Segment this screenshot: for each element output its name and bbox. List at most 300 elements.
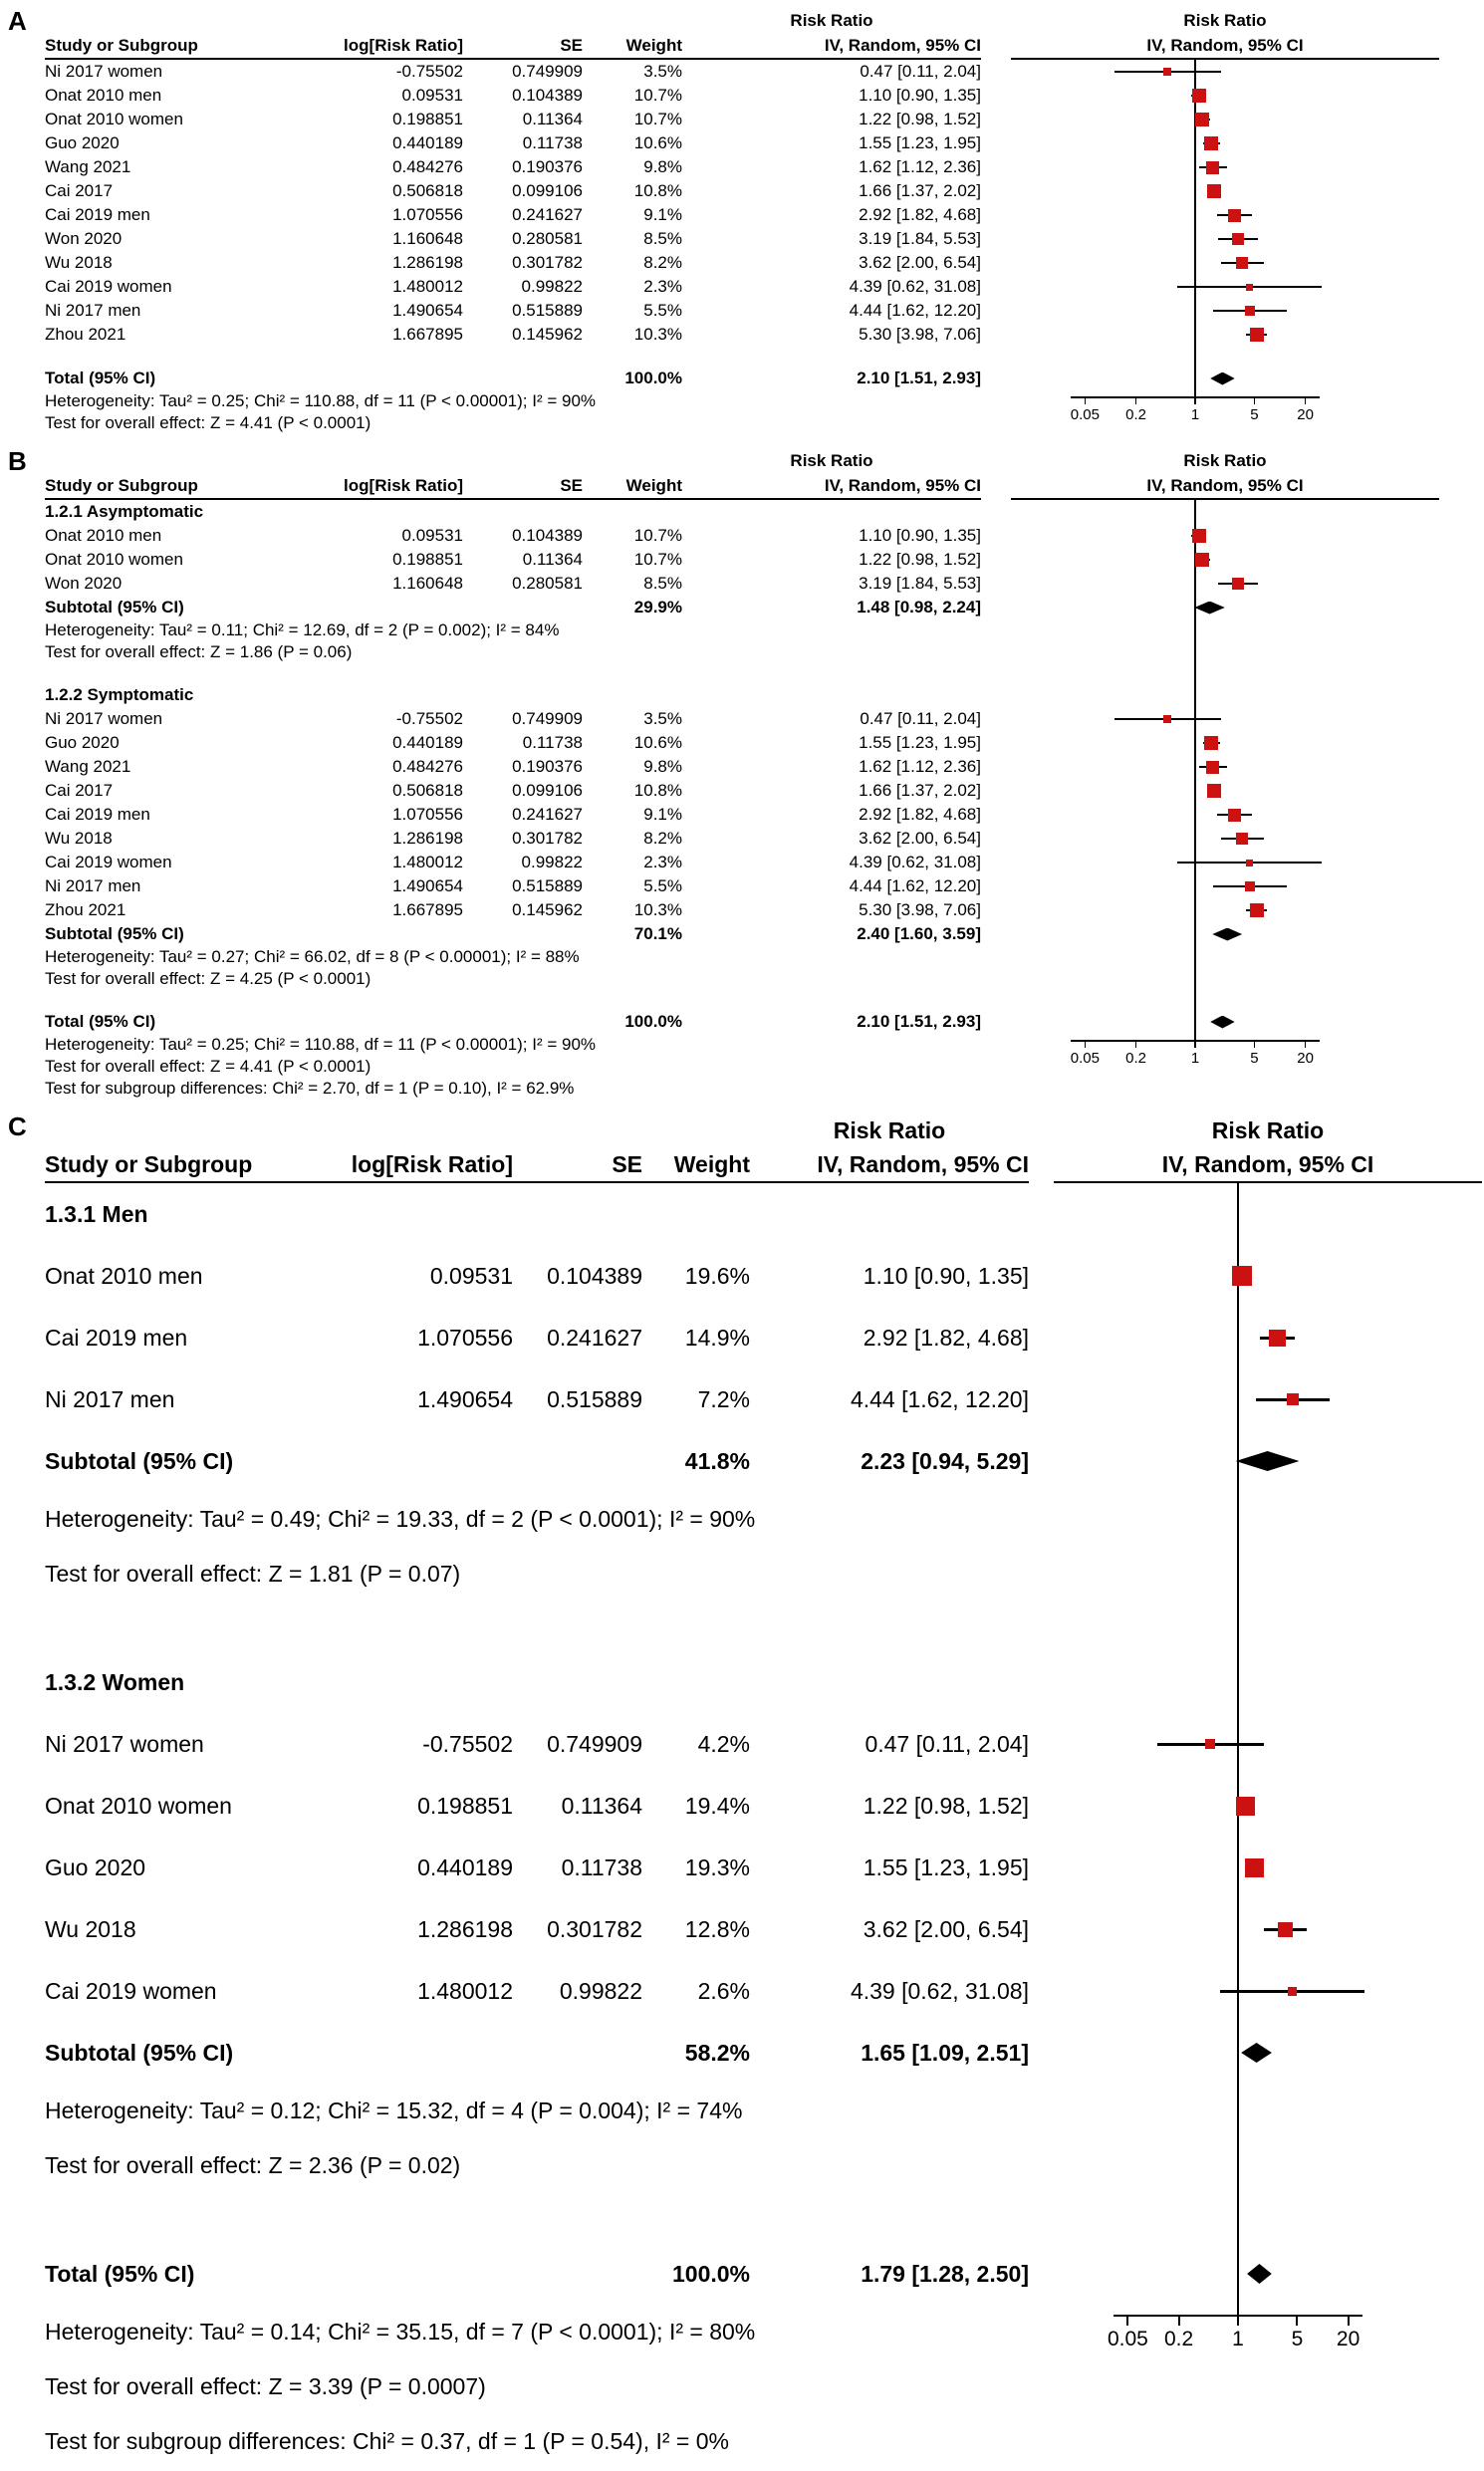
vertical-reference-line [1237, 2138, 1239, 2193]
se-value: 0.11364 [561, 1792, 642, 1819]
study-name: Onat 2010 men [45, 526, 162, 545]
weight-value: 2.3% [643, 853, 682, 871]
risk-ratio-marker [1236, 833, 1248, 845]
ci-text: 4.44 [1.62, 12.20] [849, 876, 981, 895]
vertical-reference-line [1237, 2243, 1239, 2305]
panel-a [0, 8, 1484, 434]
weight-value: 19.4% [684, 1792, 750, 1819]
study-row [45, 524, 1484, 548]
overall-effect-note: Test for overall effect: Z = 3.39 (P = 0.0007) [45, 2373, 486, 2399]
ci-text: 4.39 [0.62, 31.08] [849, 853, 981, 871]
header-underline [45, 1181, 1029, 1183]
risk-ratio-marker [1163, 715, 1171, 723]
log-risk-ratio-value: 1.070556 [392, 805, 463, 824]
se-value: 0.104389 [512, 86, 583, 105]
plot-cell [1011, 1010, 1439, 1034]
study-name: Ni 2017 women [45, 1730, 204, 1757]
column-header-log-rr: log[Risk Ratio] [344, 475, 463, 495]
panel-b [0, 448, 1484, 1100]
spacer-row [45, 347, 1484, 367]
risk-ratio-marker [1228, 809, 1241, 822]
se-value: 0.515889 [547, 1385, 642, 1412]
ci-text: 0.47 [0.11, 2.04] [865, 1730, 1029, 1757]
weight-value: 9.8% [643, 157, 682, 176]
study-name: Cai 2019 men [45, 805, 150, 824]
plot-cell [1011, 155, 1439, 179]
plot-cell [1054, 1837, 1482, 1898]
ci-text: 1.62 [1.12, 2.36] [859, 757, 981, 776]
panel-c [0, 1113, 1484, 2469]
pooled-diamond [1210, 372, 1234, 385]
plot-cell [1054, 1183, 1482, 1245]
weight-value: 10.7% [633, 550, 682, 569]
vertical-reference-line [1194, 827, 1196, 851]
vertical-reference-line [1194, 779, 1196, 803]
column-header-plot: IV, Random, 95% CI [1146, 475, 1304, 495]
risk-ratio-marker [1245, 881, 1255, 891]
footnotes-block [45, 390, 981, 434]
subtotal-weight: 70.1% [633, 924, 682, 943]
risk-ratio-marker [1236, 257, 1248, 269]
effect-measure-label: Risk Ratio [833, 1116, 946, 1143]
vertical-reference-line [1194, 299, 1196, 323]
log-risk-ratio-value: -0.75502 [395, 62, 463, 81]
se-value: 0.11738 [522, 133, 583, 152]
plot-cell [1054, 1245, 1482, 1307]
study-name: Wang 2021 [45, 757, 131, 776]
vertical-reference-line [1194, 367, 1196, 390]
risk-ratio-marker [1245, 306, 1255, 316]
se-value: 0.99822 [521, 853, 583, 871]
study-row [45, 731, 1484, 755]
column-header-weight: Weight [673, 1150, 750, 1177]
pooled-diamond [1194, 602, 1225, 615]
footnotes-block [45, 2305, 1029, 2469]
vertical-reference-line [1194, 641, 1196, 663]
study-row [45, 779, 1484, 803]
plot-cell [1011, 874, 1439, 898]
subtotal-weight: 41.8% [684, 1447, 750, 1474]
axis-tick-label: 20 [1297, 1050, 1314, 1067]
log-risk-ratio-value: 0.440189 [392, 733, 463, 752]
vertical-reference-line [1194, 968, 1196, 990]
study-name: Ni 2017 men [45, 1385, 175, 1412]
weight-value: 9.1% [643, 805, 682, 824]
overall-effect-note-row [45, 641, 1484, 663]
weight-value: 10.3% [633, 325, 682, 344]
axis-tick-label: 20 [1336, 2328, 1360, 2350]
plot-cell [1054, 1602, 1482, 1651]
total-weight: 100.0% [671, 2260, 750, 2287]
se-value: 0.280581 [512, 574, 583, 593]
ci-text: 5.30 [3.98, 7.06] [859, 900, 981, 919]
risk-ratio-marker [1163, 68, 1171, 76]
log-risk-ratio-value: 0.198851 [392, 550, 463, 569]
vertical-reference-line [1194, 990, 1196, 1010]
axis-tick-label: 0.2 [1125, 1050, 1146, 1067]
column-header-study: Study or Subgroup [45, 475, 198, 495]
panel-label: A [8, 6, 27, 36]
plot-cell [1011, 390, 1439, 434]
log-risk-ratio-value: 1.160648 [392, 574, 463, 593]
column-header-log-rr: log[Risk Ratio] [344, 35, 463, 55]
study-row [45, 155, 1484, 179]
study-name: Zhou 2021 [45, 325, 126, 344]
column-header-ci: IV, Random, 95% CI [817, 1150, 1029, 1177]
vertical-reference-line [1237, 1368, 1239, 1430]
ci-text: 1.66 [1.37, 2.02] [859, 781, 981, 800]
ci-text: 1.62 [1.12, 2.36] [859, 157, 981, 176]
axis-tick-label: 20 [1297, 406, 1314, 423]
heterogeneity-note: Heterogeneity: Tau² = 0.25; Chi² = 110.88, df = 11 (P < 0.00001); I² = 90% [45, 1035, 597, 1054]
study-row [45, 251, 1484, 275]
weight-value: 5.5% [643, 301, 682, 320]
subgroup-title: 1.2.2 Symptomatic [45, 685, 194, 704]
vertical-reference-line [1194, 323, 1196, 347]
subgroup-title: 1.3.2 Women [45, 1668, 185, 1695]
weight-value: 8.5% [643, 574, 682, 593]
se-value: 0.749909 [512, 62, 583, 81]
column-header-plot: IV, Random, 95% CI [1146, 35, 1304, 55]
total-row [45, 2243, 1484, 2305]
column-header-row [45, 1147, 1484, 1181]
study-name: Ni 2017 women [45, 62, 163, 81]
column-header-study: Study or Subgroup [45, 35, 198, 55]
log-risk-ratio-value: 1.480012 [392, 853, 463, 871]
overall-effect-note-row [45, 2138, 1484, 2193]
subgroup-header-row [45, 683, 1484, 707]
vertical-reference-line [1194, 755, 1196, 779]
effect-header-row [45, 1113, 1484, 1147]
total-label: Total (95% CI) [45, 1012, 156, 1031]
log-risk-ratio-value: 0.440189 [417, 1853, 513, 1880]
plot-cell [1011, 619, 1439, 641]
effect-measure-label: Risk Ratio [790, 10, 873, 30]
vertical-reference-line [1194, 131, 1196, 155]
spacer-row [45, 2193, 1484, 2243]
se-value: 0.145962 [512, 900, 583, 919]
plot-cell [1011, 548, 1439, 572]
log-risk-ratio-value: 0.09531 [401, 86, 463, 105]
weight-value: 10.8% [633, 781, 682, 800]
plot-cell [1011, 299, 1439, 323]
log-risk-ratio-value: 1.480012 [392, 277, 463, 296]
log-risk-ratio-value: -0.75502 [422, 1730, 513, 1757]
plot-cell [1054, 2022, 1482, 2084]
axis-tick-label: 0.2 [1125, 406, 1146, 423]
se-value: 0.301782 [512, 829, 583, 848]
study-row [45, 803, 1484, 827]
study-name: Cai 2019 men [45, 1324, 188, 1351]
se-value: 0.241627 [512, 205, 583, 224]
vertical-reference-line [1194, 572, 1196, 596]
risk-ratio-marker [1207, 784, 1221, 798]
vertical-reference-line [1237, 2305, 1239, 2315]
study-row [45, 1245, 1484, 1307]
overall-effect-note: Test for overall effect: Z = 4.41 (P < 0.0001) [45, 1057, 371, 1076]
study-name: Wu 2018 [45, 253, 113, 272]
axis-tick-label: 0.05 [1070, 1050, 1100, 1067]
plot-cell [1011, 922, 1439, 946]
plot-cell [1011, 755, 1439, 779]
overall-effect-note: Test for overall effect: Z = 1.86 (P = 0.06) [45, 642, 353, 661]
pooled-diamond [1247, 2264, 1272, 2284]
plot-cell [1011, 731, 1439, 755]
vertical-reference-line [1237, 1837, 1239, 1898]
study-row [45, 874, 1484, 898]
se-value: 0.11738 [561, 1853, 642, 1880]
subgroup-header-row [45, 500, 1484, 524]
risk-ratio-marker [1288, 1987, 1297, 1996]
weight-value: 14.9% [684, 1324, 750, 1351]
weight-value: 5.5% [643, 876, 682, 895]
study-row [45, 755, 1484, 779]
overall-effect-note-row [45, 968, 1484, 990]
ci-text: 1.55 [1.23, 1.95] [859, 133, 981, 152]
axis-tick [1296, 2315, 1298, 2326]
vertical-reference-line [1194, 179, 1196, 203]
plot-cell [1011, 108, 1439, 131]
vertical-reference-line [1194, 946, 1196, 968]
plot-cell [1011, 990, 1439, 1010]
risk-ratio-marker [1232, 578, 1244, 590]
study-row [45, 299, 1484, 323]
weight-value: 8.2% [643, 253, 682, 272]
footer-row [45, 1034, 1484, 1100]
plot-cell [1054, 2193, 1482, 2243]
panel-label: B [8, 446, 27, 476]
se-value: 0.104389 [547, 1262, 642, 1289]
risk-ratio-marker [1204, 736, 1218, 750]
subtotal-ci-text: 1.48 [0.98, 2.24] [857, 598, 981, 617]
subtotal-row [45, 596, 1484, 619]
ci-text: 1.55 [1.23, 1.95] [863, 1853, 1029, 1880]
ci-text: 1.10 [0.90, 1.35] [859, 526, 981, 545]
subtotal-row [45, 2022, 1484, 2084]
risk-ratio-marker [1207, 184, 1221, 198]
study-name: Cai 2019 women [45, 1977, 217, 2004]
weight-value: 10.7% [633, 110, 682, 128]
weight-value: 3.5% [643, 709, 682, 728]
se-value: 0.749909 [512, 709, 583, 728]
axis-tick [1237, 2315, 1239, 2326]
vertical-reference-line [1237, 1307, 1239, 1368]
study-row [45, 1307, 1484, 1368]
ci-text: 3.62 [2.00, 6.54] [859, 253, 981, 272]
weight-value: 10.7% [633, 526, 682, 545]
header-underline [45, 498, 981, 500]
plot-cell [1011, 707, 1439, 731]
weight-value: 10.3% [633, 900, 682, 919]
log-risk-ratio-value: 1.286198 [417, 1915, 513, 1942]
log-risk-ratio-value: 1.480012 [417, 1977, 513, 2004]
se-value: 0.099106 [512, 181, 583, 200]
vertical-reference-line [1194, 619, 1196, 641]
vertical-reference-line [1237, 1183, 1239, 1245]
study-name: Wu 2018 [45, 1915, 136, 1942]
risk-ratio-marker [1195, 553, 1209, 567]
log-risk-ratio-value: 0.484276 [392, 757, 463, 776]
plot-cell [1011, 524, 1439, 548]
study-name: Zhou 2021 [45, 900, 126, 919]
pooled-diamond [1241, 2043, 1272, 2063]
weight-value: 10.7% [633, 86, 682, 105]
risk-ratio-marker [1192, 529, 1206, 543]
column-header-study: Study or Subgroup [45, 1150, 253, 1177]
se-value: 0.190376 [512, 757, 583, 776]
axis-tick-label: 0.05 [1107, 2328, 1148, 2350]
column-header-se: SE [612, 1150, 642, 1177]
weight-value: 8.5% [643, 229, 682, 248]
study-row [45, 1368, 1484, 1430]
study-name: Onat 2010 men [45, 86, 162, 105]
total-row [45, 1010, 1484, 1034]
study-row [45, 131, 1484, 155]
log-risk-ratio-value: 1.070556 [392, 205, 463, 224]
se-value: 0.241627 [512, 805, 583, 824]
total-weight: 100.0% [624, 369, 682, 387]
overall-effect-note-row [45, 1547, 1484, 1602]
subtotal-row [45, 1430, 1484, 1492]
study-name: Guo 2020 [45, 733, 120, 752]
log-risk-ratio-value: 0.09531 [401, 526, 463, 545]
log-risk-ratio-value: 1.490654 [417, 1385, 513, 1412]
plot-cell [1054, 1713, 1482, 1775]
se-value: 0.241627 [547, 1324, 642, 1351]
study-name: Guo 2020 [45, 133, 120, 152]
effect-measure-label: Risk Ratio [790, 450, 873, 470]
heterogeneity-note: Heterogeneity: Tau² = 0.49; Chi² = 19.33, df = 2 (P < 0.0001); I² = 90% [45, 1506, 756, 1532]
study-name: Onat 2010 women [45, 110, 183, 128]
se-value: 0.104389 [512, 526, 583, 545]
log-risk-ratio-value: 1.490654 [392, 301, 463, 320]
log-risk-ratio-value: 1.667895 [392, 900, 463, 919]
column-header-row [45, 473, 1484, 498]
vertical-reference-line [1194, 922, 1196, 946]
vertical-reference-line [1194, 803, 1196, 827]
effect-header-row [45, 448, 1484, 473]
ci-text: 1.66 [1.37, 2.02] [859, 181, 981, 200]
vertical-reference-line [1237, 2084, 1239, 2138]
subgroup-differences-note: Test for subgroup differences: Chi² = 2.70, df = 1 (P = 0.10), I² = 62.9% [45, 1079, 575, 1098]
plot-cell [1011, 203, 1439, 227]
total-row [45, 367, 1484, 390]
risk-ratio-marker [1228, 209, 1241, 222]
heterogeneity-note: Heterogeneity: Tau² = 0.12; Chi² = 15.32, df = 4 (P = 0.004); I² = 74% [45, 2098, 743, 2123]
subgroup-header-row [45, 1651, 1484, 1713]
plot-cell [1054, 1307, 1482, 1368]
vertical-reference-line [1194, 203, 1196, 227]
study-name: Cai 2019 women [45, 853, 172, 871]
study-name: Onat 2010 men [45, 1262, 203, 1289]
subtotal-label: Subtotal (95% CI) [45, 1447, 234, 1474]
weight-value: 10.8% [633, 181, 682, 200]
study-row [45, 275, 1484, 299]
weight-value: 12.8% [684, 1915, 750, 1942]
column-header-ci: IV, Random, 95% CI [824, 475, 981, 495]
study-name: Wang 2021 [45, 157, 131, 176]
weight-value: 10.6% [633, 733, 682, 752]
plot-cell [1011, 827, 1439, 851]
subgroup-title: 1.2.1 Asymptomatic [45, 502, 204, 521]
weight-value: 4.2% [697, 1730, 750, 1757]
vertical-reference-line [1237, 1898, 1239, 1960]
plot-cell [1011, 641, 1439, 663]
vertical-reference-line [1194, 500, 1196, 524]
column-header-se: SE [560, 475, 583, 495]
axis-tick [1135, 396, 1137, 404]
log-risk-ratio-value: 0.506818 [392, 181, 463, 200]
vertical-reference-line [1237, 1547, 1239, 1602]
axis-tick-label: 1 [1190, 406, 1200, 423]
weight-value: 10.6% [633, 133, 682, 152]
ci-text: 1.10 [0.90, 1.35] [859, 86, 981, 105]
plot-cell [1054, 1368, 1482, 1430]
total-ci-text: 2.10 [1.51, 2.93] [857, 1012, 981, 1031]
weight-value: 2.6% [697, 1977, 750, 2004]
log-risk-ratio-value: 0.484276 [392, 157, 463, 176]
heterogeneity-note-row [45, 946, 1484, 968]
column-header-plot: IV, Random, 95% CI [1161, 1150, 1374, 1177]
log-risk-ratio-value: 0.440189 [392, 133, 463, 152]
plot-cell [1011, 84, 1439, 108]
ci-text: 1.10 [0.90, 1.35] [863, 1262, 1029, 1289]
weight-value: 19.3% [684, 1853, 750, 1880]
vertical-reference-line [1194, 251, 1196, 275]
risk-ratio-marker [1206, 161, 1219, 174]
effect-measure-label: Risk Ratio [1211, 1116, 1325, 1143]
spacer-row [45, 663, 1484, 683]
plot-cell [1054, 1547, 1482, 1602]
plot-cell [1011, 1034, 1439, 1100]
column-header-weight: Weight [625, 35, 682, 55]
plot-cell [1011, 347, 1439, 367]
risk-ratio-marker [1245, 1858, 1264, 1877]
study-row [45, 203, 1484, 227]
plot-cell [1011, 663, 1439, 683]
column-header-row [45, 33, 1484, 58]
column-header-log-rr: log[Risk Ratio] [351, 1150, 513, 1177]
risk-ratio-marker [1232, 233, 1244, 245]
plot-cell [1011, 323, 1439, 347]
effect-measure-label: Risk Ratio [1183, 10, 1267, 30]
subgroup-header-row [45, 1183, 1484, 1245]
subtotal-weight: 58.2% [684, 2039, 750, 2066]
study-row [45, 1898, 1484, 1960]
pooled-diamond [1212, 928, 1242, 941]
column-header-ci: IV, Random, 95% CI [824, 35, 981, 55]
heterogeneity-note: Heterogeneity: Tau² = 0.25; Chi² = 110.88, df = 11 (P < 0.00001); I² = 90% [45, 391, 597, 410]
log-risk-ratio-value: 0.198851 [417, 1792, 513, 1819]
vertical-reference-line [1194, 874, 1196, 898]
footnotes-block [45, 1034, 981, 1100]
ci-text: 2.92 [1.82, 4.68] [863, 1324, 1029, 1351]
study-name: Ni 2017 men [45, 876, 141, 895]
vertical-reference-line [1194, 227, 1196, 251]
overall-effect-note: Test for overall effect: Z = 4.41 (P < 0.0001) [45, 413, 371, 432]
log-risk-ratio-value: 1.286198 [392, 829, 463, 848]
overall-effect-note: Test for overall effect: Z = 2.36 (P = 0.02) [45, 2152, 461, 2178]
study-row [45, 548, 1484, 572]
heterogeneity-note: Heterogeneity: Tau² = 0.27; Chi² = 66.02, df = 8 (P < 0.00001); I² = 88% [45, 947, 580, 966]
axis-tick [1085, 396, 1087, 404]
study-name: Cai 2019 women [45, 277, 172, 296]
subtotal-ci-text: 2.23 [0.94, 5.29] [861, 1447, 1029, 1474]
weight-value: 8.2% [643, 829, 682, 848]
study-row [45, 1960, 1484, 2022]
vertical-reference-line [1237, 1602, 1239, 1651]
plot-cell [1011, 227, 1439, 251]
